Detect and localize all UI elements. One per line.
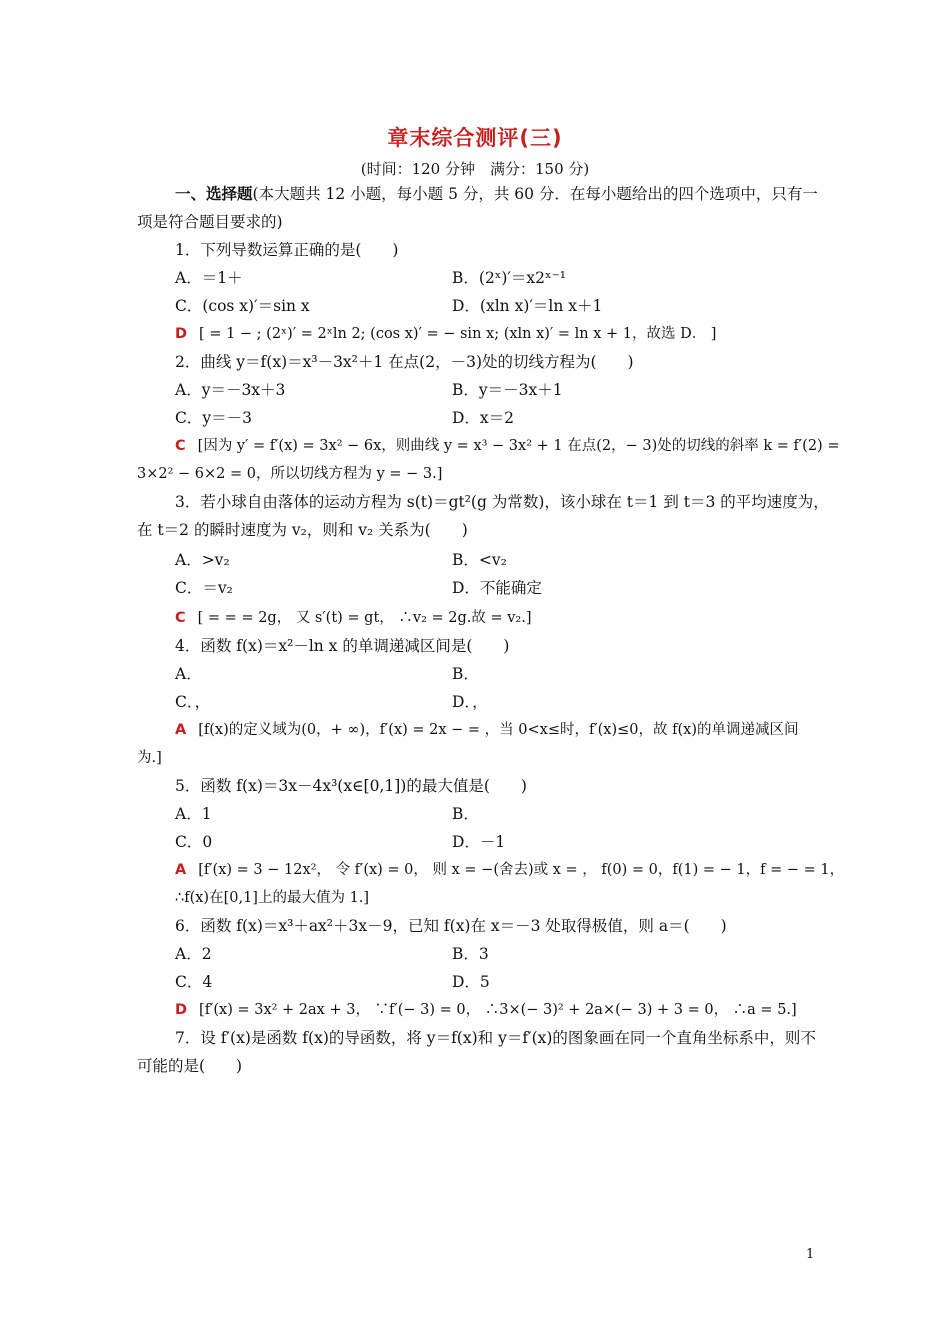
q3-stem: 3．若小球自由落体的运动方程为 s(t)＝gt²(g 为常数)，该小球在 t＝1 到 t＝3 的平均速度为， (175, 493, 829, 511)
q6-answer: D (175, 1002, 188, 1018)
q3-stem-cont: 在 t＝2 的瞬时速度为 v₂，则和 v₂ 关系为( ) (137, 521, 468, 539)
q5-solution-cont: ∴f(x)在[0,1]上的最大值为 1.] (175, 890, 370, 906)
q2-option-b: B．y＝－3x＋1 (452, 381, 563, 399)
q4-solution (0, 720, 950, 740)
q6-option-d: D．5 (452, 973, 490, 991)
q1-solution-text: [ = 1 − ; (2ˣ)′ = 2ˣln 2; (cos x)′ = − sin x; (xln x)′ = ln x + 1，故选 D． ] (199, 326, 717, 342)
q1-solution (0, 324, 950, 344)
q2-option-a: A．y＝－3x＋3 (175, 381, 286, 399)
q3-solution-text: [ = = = 2g， 又 s′(t) = gt， ∴v₂ = 2g.故 = v₂.] (197, 610, 532, 626)
q7-stem: 7．设 f′(x)是函数 f(x)的导函数，将 y＝f(x)和 y＝f′(x)的图象画在同一个直角坐标系中，则不 (175, 1029, 816, 1047)
q1-option-a: A．＝1＋ (175, 269, 243, 287)
q2-solution-text: [因为 y′ = f′(x) = 3x² − 6x，则曲线 y = x³ − 3x² + 1 在点(2，− 3)处的切线的斜率 k = f′(2) = (197, 438, 840, 454)
page-number: 1 (806, 1247, 815, 1262)
exam-info: (时间：120 分钟 满分：150 分) (360, 160, 590, 178)
q4-option-c: C．， (175, 693, 211, 711)
section-header (0, 184, 950, 204)
q1-stem: 1．下列导数运算正确的是( ) (175, 241, 399, 259)
q2-option-c: C．y＝－3 (175, 409, 252, 427)
q5-option-c: C．0 (175, 833, 213, 851)
q2-solution (0, 436, 950, 456)
q3-answer: C (175, 610, 186, 626)
q4-stem: 4．函数 f(x)＝x²－ln x 的单调递减区间是( ) (175, 637, 510, 655)
q5-solution-text: [f′(x) = 3 − 12x²， 令 f′(x) = 0， 则 x = −(舍去)或 x = ， f(0) = 0，f(1) = − 1，f = − = 1， (198, 862, 845, 878)
q5-stem: 5．函数 f(x)＝3x－4x³(x∈[0,1])的最大值是( ) (175, 777, 527, 795)
q7-stem-cont: 可能的是( ) (137, 1057, 243, 1075)
q1-option-c: C．(cos x)′＝sin x (175, 297, 310, 315)
q2-answer: C (175, 438, 186, 454)
q2-solution-cont: 3×2² − 6×2 = 0，所以切线方程为 y = − 3.] (137, 466, 443, 482)
q1-option-b: B．(2ˣ)′＝x2ˣ⁻¹ (452, 269, 567, 287)
q5-option-a: A．1 (175, 805, 212, 823)
q5-answer: A (175, 862, 187, 878)
q6-solution-text: [f′(x) = 3x² + 2ax + 3， ∵f′(− 3) = 0， ∴3×(− 3)² + 2a×(− 3) + 3 = 0， ∴a = 5.] (199, 1002, 797, 1018)
section-desc: (本大题共 12 小题，每小题 5 分，共 60 分．在每小题给出的四个选项中，只有一 (252, 185, 818, 203)
q3-option-a: A．>v₂ (175, 551, 230, 569)
q6-solution (0, 1000, 950, 1020)
q4-solution-cont: 为.] (137, 750, 162, 766)
q2-option-d: D．x＝2 (452, 409, 515, 427)
q6-stem: 6．函数 f(x)＝x³＋ax²＋3x－9，已知 f(x)在 x＝－3 处取得极值，则 a＝( ) (175, 917, 727, 935)
q4-option-b: B． (452, 665, 479, 683)
section-desc-cont: 项是符合题目要求的) (137, 213, 283, 231)
q6-option-b: B．3 (452, 945, 489, 963)
q1-answer: D (175, 326, 188, 342)
q6-option-c: C．4 (175, 973, 213, 991)
q5-solution (0, 860, 950, 880)
q2-stem: 2．曲线 y＝f(x)＝x³－3x²＋1 在点(2，－3)处的切线方程为( ) (175, 353, 634, 371)
q3-solution (0, 608, 950, 628)
q4-option-a: A． (175, 665, 202, 683)
q3-option-b: B．<v₂ (452, 551, 507, 569)
q4-option-d: D．， (452, 693, 488, 711)
q6-option-a: A．2 (175, 945, 212, 963)
q4-solution-text: [f(x)的定义域为(0，+ ∞)，f′(x) = 2x − = ，当 0<x≤时，f′(x)≤0，故 f(x)的单调递减区间 (198, 722, 799, 738)
q5-option-b: B． (452, 805, 479, 823)
q3-option-d: D．不能确定 (452, 579, 542, 597)
page-title: 章末综合测评(三) (387, 126, 563, 150)
q1-option-d: D．(xln x)′＝ln x＋1 (452, 297, 603, 315)
q3-option-c: C．＝v₂ (175, 579, 233, 597)
q5-option-d: D．－1 (452, 833, 506, 851)
section-label: 一、选择题 (175, 185, 253, 203)
q4-answer: A (175, 722, 187, 738)
